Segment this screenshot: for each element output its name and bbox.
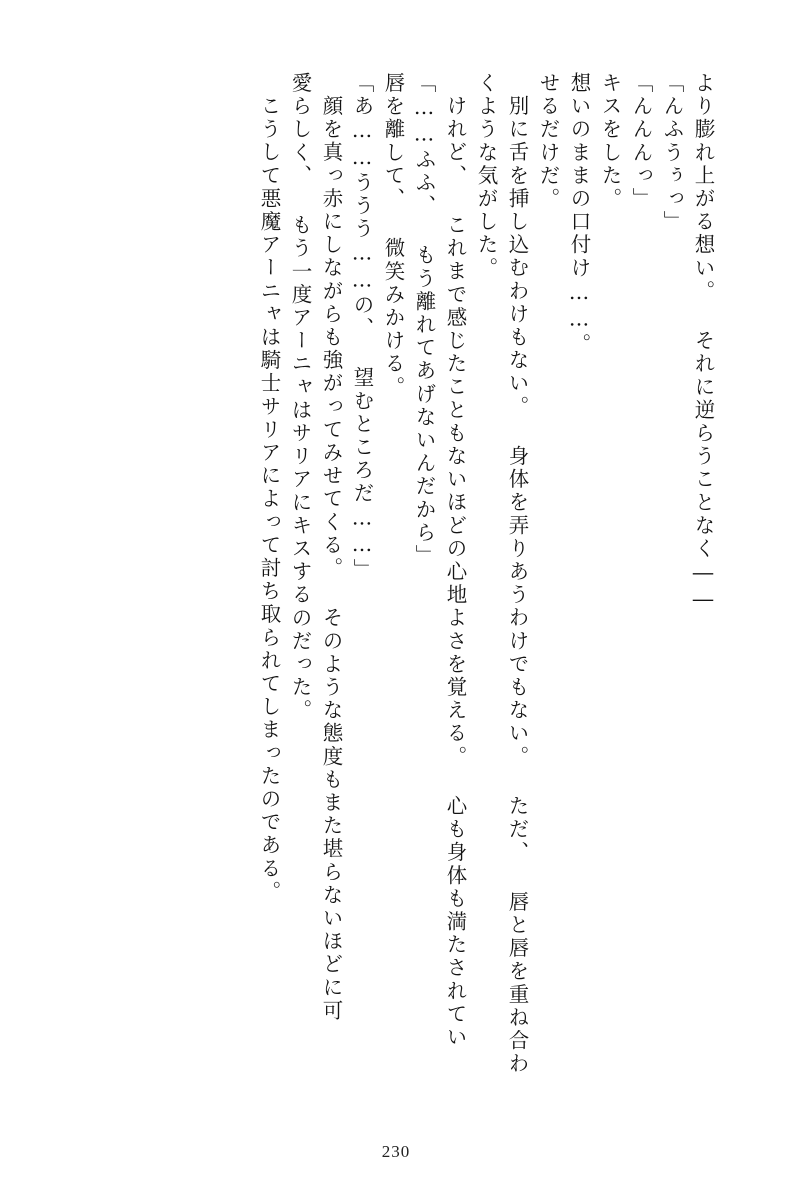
text-line: より膨れ上がる想い。 それに逆らうことなく―― — [691, 72, 715, 614]
text-line: 唇を離して、 微笑みかける。 — [381, 72, 405, 399]
text-line: キスをした。 — [598, 72, 622, 211]
vertical-text-body — [96, 72, 718, 1092]
text-line: 想いのままの口付け……。 — [567, 72, 591, 357]
text-line: 「んんんっ」 — [629, 72, 653, 211]
text-line: せるだけだ。 — [536, 72, 560, 211]
text-line: 愛らしく、 もう一度アーニャはサリアにキスするのだった。 — [288, 72, 312, 723]
text-line: 顔を真っ赤にしながらも強がってみせてくる。 そのような態度もまた堪らないほどに可 — [319, 95, 343, 1023]
text-line: 「……ふふ、 もう離れてあげないんだから」 — [412, 72, 436, 568]
text-line: くような気がした。 — [474, 72, 498, 280]
text-line: こうして悪魔アーニャは騎士サリアによって討ち取られてしまったのである。 — [257, 95, 281, 904]
text-line: 「あ……ううう……の、 望むところだ……」 — [350, 72, 374, 582]
text-line: 「んふうぅっ」 — [660, 72, 684, 234]
text-line: けれど、 これまで感じたこともないほどの心地よさを覚える。 心も身体も満たされてい — [443, 95, 467, 1050]
text-line: 別に舌を挿し込むわけもない。 身体を弄りあうわけでもない。 ただ、 唇と唇を重ね合わ — [505, 95, 529, 1076]
page-number: 230 — [381, 1142, 411, 1161]
